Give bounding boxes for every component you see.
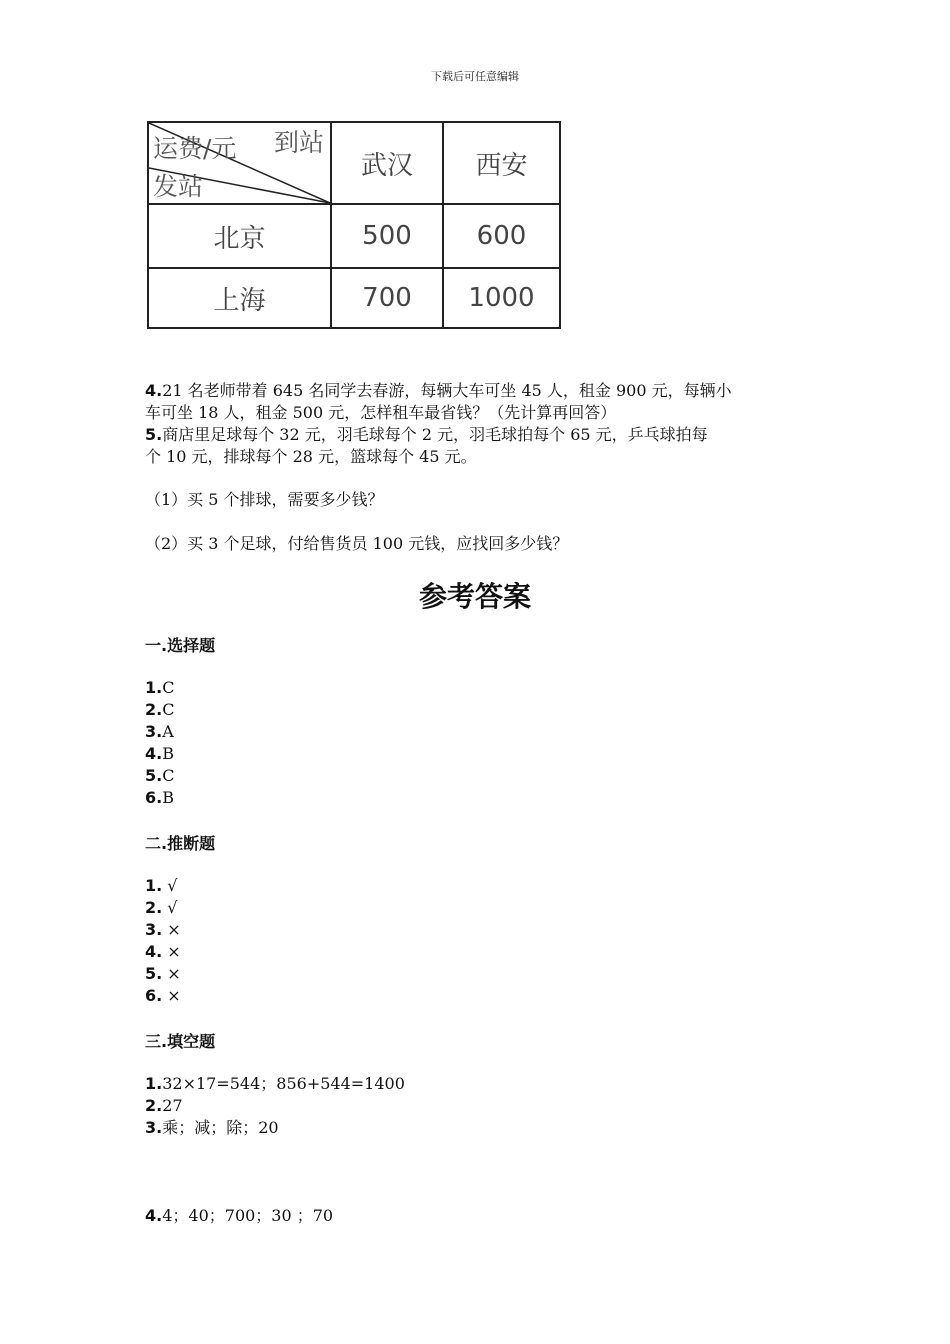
section-title-judge: 二.推断题: [145, 834, 216, 853]
table-cell: 700: [331, 268, 443, 328]
question-5: [145, 424, 825, 468]
subquestion-2: （2）买 3 个足球，付给售货员 100 元钱，应找回多少钱？: [145, 534, 569, 553]
question-text: 21 名老师带着 645 名同学去春游，每辆大车可坐 45 人，租金 900 元，每辆小: [162, 381, 732, 400]
question-number: 5.: [145, 425, 163, 444]
corner-label-fee: 运费/元: [153, 134, 237, 163]
question-text: 车可坐 18 人，租金 500 元，怎样租车最省钱？（先计算再回答）: [145, 403, 617, 422]
answer-fill-4: 4.4；40；700；30 ；70: [145, 1206, 334, 1225]
answer-list-choice: 1.C 2.C 3.A 4.B 5.C 6.B: [145, 678, 175, 807]
question-text: 个 10 元，排球每个 28 元，篮球每个 45 元。: [145, 447, 477, 466]
question-text: 商店里足球每个 32 元，羽毛球每个 2 元，羽毛球拍每个 65 元，乒乓球拍每: [162, 425, 708, 444]
question-4: [145, 380, 825, 424]
page-header: 下载后可任意编辑: [431, 70, 519, 83]
row-header: 北京: [148, 204, 331, 268]
corner-label-departure: 发站: [153, 172, 204, 201]
column-header: 西安: [443, 122, 560, 204]
freight-table: [147, 121, 561, 329]
corner-label-arrival: 到站: [274, 128, 325, 157]
answer-title: 参考答案: [418, 580, 531, 613]
question-number: 4.: [145, 381, 163, 400]
table-corner-cell: [148, 122, 331, 204]
column-header: 武汉: [331, 122, 443, 204]
table-cell: 600: [443, 204, 560, 268]
section-title-choice: 一.选择题: [145, 636, 216, 655]
answer-list-judge: 1. √ 2. √ 3. × 4. × 5. × 6. ×: [145, 876, 181, 1005]
answer-list-fill: 1.32×17=544；856+544=1400 2.27 3.乘；减；除；20: [145, 1074, 405, 1137]
table-cell: 1000: [443, 268, 560, 328]
row-header: 上海: [148, 268, 331, 328]
section-title-fill: 三.填空题: [145, 1032, 216, 1051]
subquestion-1: （1）买 5 个排球，需要多少钱？: [145, 490, 384, 509]
table-cell: 500: [331, 204, 443, 268]
